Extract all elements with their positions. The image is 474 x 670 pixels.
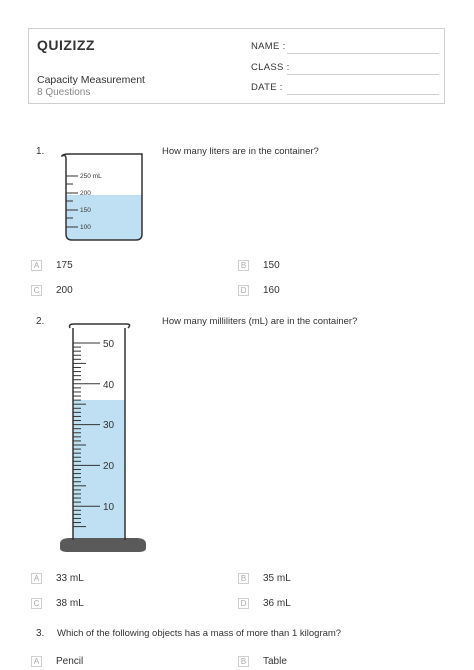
q1-option-a[interactable] [31, 260, 73, 271]
q2-option-b[interactable] [238, 573, 291, 584]
option-text: Pencil [56, 656, 84, 667]
beaker-label-200: 200 [80, 190, 91, 197]
question-3-text: Which of the following objects has a mass of more than 1 kilogram? [57, 628, 342, 639]
cylinder-liquid [73, 400, 125, 541]
date-field[interactable] [287, 94, 439, 95]
option-text: 36 mL [263, 598, 291, 609]
option-text: Table [263, 656, 287, 667]
option-text: 38 mL [56, 598, 84, 609]
name-label: NAME : [251, 41, 286, 52]
option-text: 35 mL [263, 573, 291, 584]
beaker-label-250: 250 mL [80, 173, 102, 180]
question-2-text: How many milliliters (mL) are in the container? [162, 316, 358, 327]
option-letter: D [238, 598, 249, 609]
option-text: 200 [56, 285, 73, 296]
beaker-label-150: 150 [80, 207, 91, 214]
option-letter: C [31, 285, 42, 296]
quizizz-logo: QUIZIZZ [37, 37, 95, 53]
option-text: 160 [263, 285, 280, 296]
cylinder-label-50: 50 [103, 339, 115, 350]
option-letter: A [31, 260, 42, 271]
name-field[interactable] [287, 53, 439, 54]
option-text: 33 mL [56, 573, 84, 584]
q1-option-c[interactable] [31, 285, 73, 296]
question-2-number: 2. [36, 316, 45, 327]
option-letter: A [31, 656, 42, 667]
class-field[interactable] [287, 74, 439, 75]
cylinder-spout [70, 324, 130, 328]
beaker-image [58, 150, 150, 244]
cylinder-label-10: 10 [103, 502, 115, 513]
worksheet-title: Capacity Measurement [37, 74, 145, 86]
class-label: CLASS : [251, 62, 290, 73]
option-letter: B [238, 573, 249, 584]
option-text: 175 [56, 260, 73, 271]
cylinder-base [60, 538, 146, 552]
option-letter: B [238, 260, 249, 271]
option-letter: D [238, 285, 249, 296]
question-count: 8 Questions [37, 87, 91, 98]
worksheet-header [28, 28, 445, 104]
option-letter: C [31, 598, 42, 609]
question-1-number: 1. [36, 146, 45, 157]
q1-option-b[interactable] [238, 260, 280, 271]
option-text: 150 [263, 260, 280, 271]
graduated-cylinder-image [56, 320, 150, 556]
cylinder-label-20: 20 [103, 461, 115, 472]
cylinder-label-30: 30 [103, 420, 115, 431]
q2-option-a[interactable] [31, 573, 84, 584]
beaker-liquid [66, 195, 142, 240]
option-letter: B [238, 656, 249, 667]
cylinder-label-40: 40 [103, 380, 115, 391]
question-3-number: 3. [36, 628, 45, 639]
q3-option-b[interactable] [238, 656, 287, 667]
q2-option-d[interactable] [238, 598, 291, 609]
q2-option-c[interactable] [31, 598, 84, 609]
question-1-text: How many liters are in the container? [162, 146, 319, 157]
q1-option-d[interactable] [238, 285, 280, 296]
q3-option-a[interactable] [31, 656, 83, 667]
option-letter: A [31, 573, 42, 584]
date-label: DATE : [251, 82, 283, 93]
beaker-label-100: 100 [80, 224, 91, 231]
